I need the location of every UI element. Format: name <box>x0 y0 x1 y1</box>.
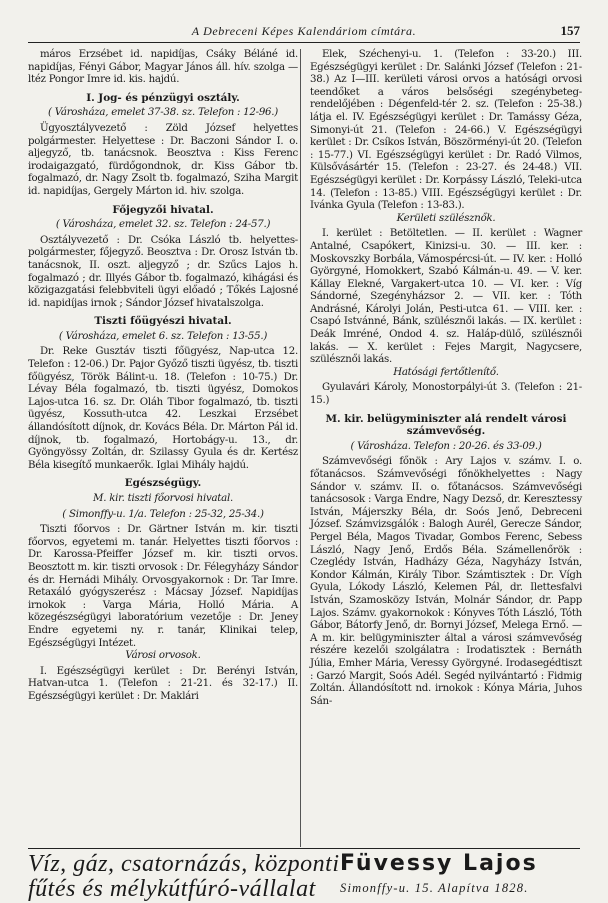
paragraph: máros Erzsébet id. napidíjas, Csáky Béláné id. napidíjas, Fényi Gábor, Magyar János áll. hív. szolga — ltéz Pongor Imre id. kis. hajdú. <box>28 49 298 86</box>
section-heading: Egészségügy. <box>124 477 202 490</box>
left-column <box>28 49 298 704</box>
section-subheading: ( Városháza, emelet 37-38. sz. Telefon : 12-96.) <box>47 107 279 119</box>
paragraph: I. Egészségügyi kerület : Dr. Berényi István, Hatvan-utca 1. (Telefon : 21-21. és 32-17.) II. Egészségügyi kerület : Dr. Maklári <box>28 665 298 702</box>
paragraph: Elek, Széchenyi-u. 1. (Telefon : 33-20.) III. Egészségügyi kerület : Dr. Salánki József (Telefon : 21-38.) Az I—III. kerületi városi orvos a hatósági orvosi teendőket a város belsőségi szegénybeteg-rendelőjében : Dégenfeld-tér 2. sz. (Telefon : 25-38.) látja el. IV. Egészségügyi kerület : Dr. Tamássy Géza, Simonyi-út 21. (Telefon : 24-66.) V. Egészségügyi kerület : Dr. Csíkos István, Böszörményi-út 20. (Telefon : 15-77.) VI. Egészségügyi kerület : Dr. Radó Vilmos, Külsővásártér 15. (Telefon : 23-27. és 24-48.) VII. Egészségügyi kerület : Dr. Korpássy László, Teleki-utca 14. (Telefon : 13-85.) VIII. Egészségügyi kerület : Dr. Ivánka Gyula (Telefon : 13-83.). <box>310 49 582 212</box>
paragraph: Tiszti főorvos : Dr. Gärtner István m. kir. tiszti főorvos, egyetemi m. tanár. Helyettes tiszti főorvos : Dr. Karossa-Pfeiffer József m. kir. tiszti orvos. Beosztott m. kir. tiszti orvosok : Dr. Félegyházy Sándor és dr. Hernádi Mihály. Orvosgyakornok : Dr. Tar Imre. Retaxáló gyógyszerész : Mácsay József. Napidíjas irnokok : Varga Mária, Holló Mária. A közegészségügyi laboratórium vezetője : Dr. Jeney Endre egyetemi ny. r. tanár, Klinikai telep, Egészségügyi Intézet. <box>28 524 298 649</box>
ad-services-line-2: fűtés és mélykútfúró-vállalat <box>28 876 316 902</box>
running-title: A Debreceni Képes Kalendáriom címtára. <box>191 24 417 38</box>
paragraph: Osztályvezető : Dr. Csóka László tb. helyettes-polgármester, főjegyző. Beosztva : Dr. Orosz István tb. tanácsnok, II. oszt. aljegyző ; dr. Szűcs Lajos h. fogalmazó ; dr. Illyés Gábor tb. fogalmazó, kihágási és közigazgatási felebbviteli ügyi előadó ; Tőkés Lajosné id. napidíjas irnok ; Sándor József hivatalszolga. <box>28 234 298 309</box>
section-heading: M. kir. belügyminiszter alá rendelt városi számvevőség. <box>325 412 567 438</box>
advertisement <box>28 848 580 901</box>
section-subheading: Hatósági fertőtlenítő. <box>393 366 499 378</box>
section-subheading: ( Városháza, emelet 32. sz. Telefon : 24-57.) <box>55 219 271 231</box>
paragraph: Dr. Reke Gusztáv tiszti főügyész, Nap-utca 12. Telefon : 12-06.) Dr. Pajor Győző tiszti ügyész, tb. tiszti főügyész, Török Bálint-u. 18. (Telefon : 10-75.) Dr. Lévay Béla fogalmazó, tb. tiszti ügyész, Domokos Lajos-utca 16. sz. Dr. Oláh Tibor fogalmazó, tb. tiszti ügyész, Kossuth-utca 42. Leszkai Erzsébet állandósított díjnok, dr. Kovács Béla. Dr. Márton Pál id. díjnok, tb. fogalmazó, Hortobágy-u. 13., dr. Gyöngyössy Zoltán, dr. Szilassy Gyula és dr. Kertész Béla kisegítő munkaerők. Iglai Mihály hajdú. <box>28 346 298 471</box>
section-subheading: ( Városháza. Telefon : 20-26. és 33-09.) <box>350 440 542 452</box>
section-subheading: Kerületi szülésznők. <box>396 212 496 224</box>
paragraph: Gyulavári Károly, Monostorpályi-út 3. (Telefon : 21-15.) <box>310 382 582 407</box>
section-subheading: ( Simonffy-u. 1/a. Telefon : 25-32, 25-34.) <box>62 508 264 520</box>
section-subheading: M. kir. tiszti főorvosi hivatal. <box>93 493 233 504</box>
page-number: 157 <box>560 23 580 38</box>
section-subheading: ( Városháza, emelet 6. sz. Telefon : 13-55.) <box>58 330 268 342</box>
paragraph: Számvevőségi főnök : Ary Lajos v. számv. I. o. főtanácsos. Számvevőségi főnökhelyettes : Nagy Sándor v. számv. II. o. főtanácsos. Számvevőségi tanácsosok : Varga Endre, Nagy Dezső, dr. Keresztessy István, Májerszky Béla, dr. Soós Jenő, Debreceni József. Számvizsgálók : Balogh Aurél, Gerecze Sándor, Pergel Béla, Magos Tivadar, Gombos Ferenc, Sebess László, Nagy Jenő, Erdős Béla. Számellenőrök : Czeglédy István, Hadházy Géza, Nagyházy István, Kondor Kálmán, Király Tibor. Számtisztek : Dr. Vígh Gyula, Lókody László, Kelemen Pál, dr. Ilettesfalvi István, Szamosközy István, Molnár Sándor, dr. Papp Lajos. Számv. gyakornokok : Kónyves Tóth László, Tóth Gábor, Bátorfy Jenő, dr. Bornyi József, Melega Ernő. — A m. kir. belügyminiszter által a városi számvevőség részére kezelői szolgálatra : Irodatisztek : Bernáth Júlia, Emher Mária, Veressy Györgyné. Irodasegédtiszt : Garzó Margit, Soós Adél. Segéd nyilvántartó : Fidmig Zoltán. Állandósított nd. irnokok : Kónya Mária, Juhos Sán- <box>310 456 582 707</box>
right-column <box>310 49 582 708</box>
column-divider <box>300 49 301 847</box>
section-heading: Tiszti főügyészi hivatal. <box>94 315 232 328</box>
paragraph: I. kerület : Betöltetlen. — II. kerület : Wagner Antalné, Csapókert, Kinizsi-u. 30. — III. ker. : Moskovszky Borbála, Vámospércsi-út. — IV. ker. : Holló Györgyné, Homokkert, Szabó Kálmán-u. 49. — V. ker. Kállay Elekné, Vargakert-utca 10. — VI. ker. : Víg Sándorné, Szegényházsor 2. — VII. ker. : Tóth Andrásné, Károlyi Jolán, Pesti-utca 61. — VIII. ker. : Csapó Istvánné, Bánk, szülésznői lakás. — IX. kerület : Deák Imréné, Ondod 4. sz. Haláp-dülő, szülésznői lakás. — X. kerület : Fejes Margit, Nagycsere, szülésznői lakás. <box>310 228 582 366</box>
paragraph: Ügyosztályvezető : Zöld József helyettes polgármester. Helyettese : Dr. Baczoni Sándor I. o. aljegyző, tb. tanácsnok. Beosztva : Kiss Ferenc irodaigazgató, fürdőgondnok, dr. Kiss Gábor tb. fogalmazó, dr. Nagy Zsolt tb. fogalmazó, Sziha Margit id. napidíjas, Gergely Márton id. hiv. szolga. <box>28 122 298 197</box>
ad-company-name: Füvessy Lajos <box>340 851 538 876</box>
section-heading: I. Jog- és pénzügyi osztály. <box>86 91 240 104</box>
page-header <box>28 24 580 43</box>
ad-services-line-1: Víz, gáz, csatornázás, központi <box>28 851 340 877</box>
section-heading: Főjegyzői hivatal. <box>112 203 214 216</box>
section-subheading: Városi orvosok. <box>125 650 201 662</box>
ad-address: Simonffy-u. 15. Alapítva 1828. <box>340 881 529 895</box>
